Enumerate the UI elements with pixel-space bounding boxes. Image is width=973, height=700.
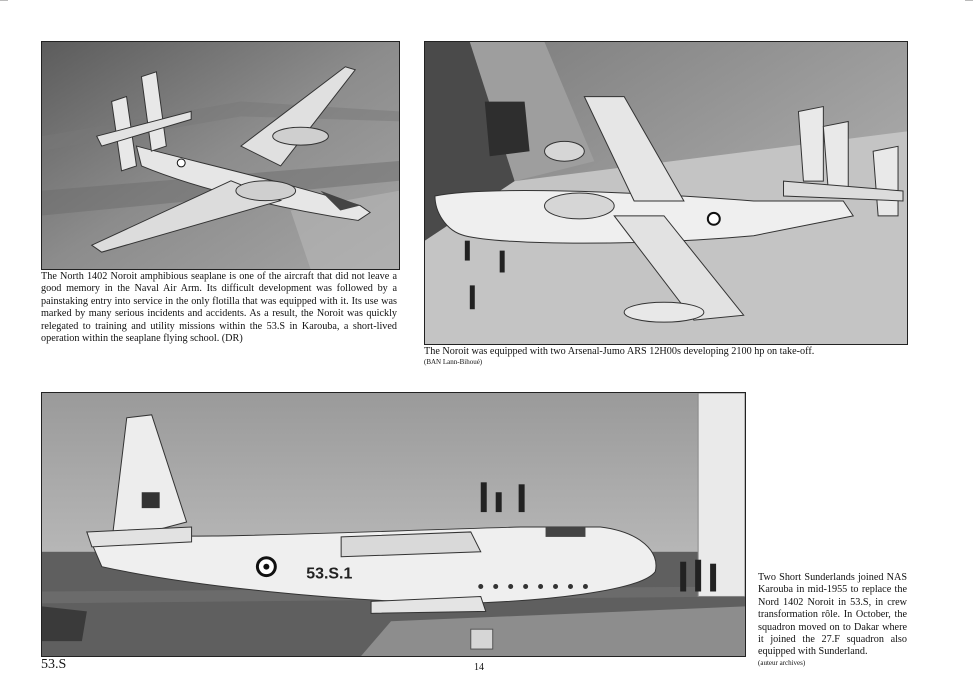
- caption-noroit-ramp: [424, 346, 908, 367]
- noroit-in-flight-photo: [41, 41, 400, 270]
- photo-credit: (BAN Lann-Bihoué): [424, 358, 483, 367]
- caption-sunderland: [758, 572, 907, 668]
- noroit-on-ramp-photo: [424, 41, 908, 345]
- page-number: 14: [474, 662, 484, 673]
- caption-text: The Noroit was equipped with two Arsenal-Jumo ARS 12H00s developing 2100 hp on take-off.: [424, 346, 815, 357]
- caption-text: Two Short Sunderlands joined NAS Karouba in mid-1955 to replace the Nord 1402 Noroit in 53.S, in crew transformation rôle. In October, the squadron moved on to Dakar where it joined the 27.F squadron also equipped with Sunderland.: [758, 572, 907, 658]
- caption-text: The North 1402 Noroit amphibious seaplane is one of the aircraft that did not leave a good memory in the Naval Air Arm. Its difficult development was followed by a painstaking entry into service in the only flotilla that was equipped with it. Its use was marked by many serious incidents and accidents. As a result, the Noroit was quickly relegated to training and utility missions within the 53.S in Karouba, a short-lived operation within the seaplane flying school. (DR): [41, 271, 397, 345]
- hull-marking: 53.S.1: [306, 565, 353, 583]
- sunderland-at-quay-photo: [41, 392, 746, 657]
- photo-credit: (auteur archives): [758, 658, 806, 667]
- crop-mark: [0, 0, 8, 1]
- section-label: 53.S: [41, 657, 67, 672]
- caption-noroit-flight: [41, 271, 397, 345]
- crop-mark: [965, 0, 973, 1]
